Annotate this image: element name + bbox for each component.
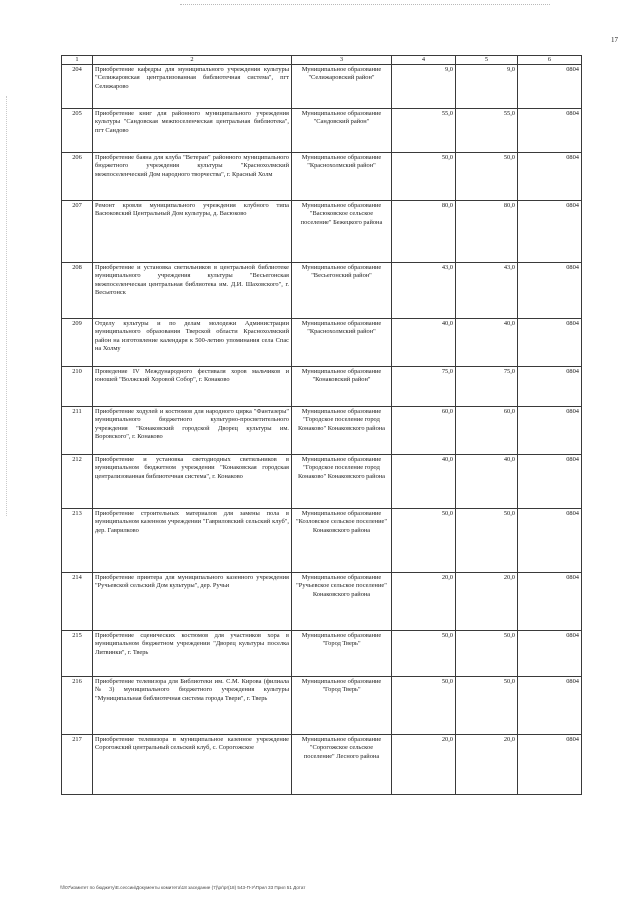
header-cell: 4 — [392, 56, 456, 65]
row-number: 214 — [62, 573, 93, 631]
row-number: 216 — [62, 677, 93, 735]
header-cell: 2 — [93, 56, 292, 65]
table-row — [62, 407, 582, 455]
row-number: 217 — [62, 735, 93, 795]
table-row — [62, 455, 582, 509]
row-amount-col4: 40,0 — [392, 455, 456, 509]
row-amount-col5: 55,0 — [456, 109, 518, 153]
row-number: 213 — [62, 509, 93, 573]
row-description: Приобретение сценических костюмов для участников хора в муниципальном бюджетном учреждении "Дворец культуры поселка Литвинки", г. Тверь — [93, 631, 292, 677]
row-code: 0804 — [518, 407, 582, 455]
row-code: 0804 — [518, 631, 582, 677]
row-amount-col5: 40,0 — [456, 455, 518, 509]
row-amount-col5: 50,0 — [456, 631, 518, 677]
row-amount-col5: 50,0 — [456, 509, 518, 573]
table-row — [62, 631, 582, 677]
table-row — [62, 367, 582, 407]
row-code: 0804 — [518, 319, 582, 367]
table-row — [62, 509, 582, 573]
row-amount-col4: 50,0 — [392, 631, 456, 677]
row-amount-col4: 20,0 — [392, 573, 456, 631]
row-code: 0804 — [518, 201, 582, 263]
row-amount-col5: 60,0 — [456, 407, 518, 455]
row-description: Приобретение баяна для клуба "Ветеран" районного муниципального бюджетного учреждения культуры "Краснохолмский межпоселенческий Дом народного творчества", г. Красный Холм — [93, 153, 292, 201]
row-amount-col5: 43,0 — [456, 263, 518, 319]
table-row — [62, 677, 582, 735]
row-number: 211 — [62, 407, 93, 455]
row-description: Приобретение и установка светодиодных светильников в муниципальном бюджетном учреждении "Конаковская городская централизованная библиотечная система", г. Конаково — [93, 455, 292, 509]
row-description: Приобретение телевизора в муниципальное казенное учреждение Сорогожский центральный сельский клуб, с. Сорогожское — [93, 735, 292, 795]
table-row — [62, 201, 582, 263]
row-code: 0804 — [518, 735, 582, 795]
row-description: Отделу культуры и по делам молодежи Администрации муниципального образования Тверской области Краснохолмский район на изготовление календаря к 500-летию упоминания села Спас на Холму — [93, 319, 292, 367]
row-recipient: Муниципальное образование "Весьегонский район" — [292, 263, 392, 319]
row-code: 0804 — [518, 509, 582, 573]
row-code: 0804 — [518, 263, 582, 319]
row-amount-col4: 43,0 — [392, 263, 456, 319]
row-code: 0804 — [518, 367, 582, 407]
row-description: Проведение IV Международного фестиваля хоров мальчиков и юношей "Волжский Хоровой Собор", г. Конаково — [93, 367, 292, 407]
row-description: Приобретение телевизора для Библиотеки им. С.М. Кирова (филиала №3) муниципального бюджетного учреждения культуры "Муниципальная библиотечная система города Твери", г. Тверь — [93, 677, 292, 735]
row-recipient: Муниципальное образование "Ручьевское сельское поселение" Конаковского района — [292, 573, 392, 631]
row-description: Приобретение строительных материалов для замены пола в муниципальном казенном учреждении "Гавриловский сельский клуб", дер. Гаврилково — [93, 509, 292, 573]
row-amount-col5: 9,0 — [456, 65, 518, 109]
row-number: 204 — [62, 65, 93, 109]
header-cell: 3 — [292, 56, 392, 65]
header-cell: 6 — [518, 56, 582, 65]
table-row — [62, 735, 582, 795]
row-amount-col5: 80,0 — [456, 201, 518, 263]
row-amount-col5: 75,0 — [456, 367, 518, 407]
row-description: Приобретение принтера для муниципального казенного учреждения "Ручьевской сельский Дом культуры", дер. Ручьи — [93, 573, 292, 631]
header-cell: 5 — [456, 56, 518, 65]
row-amount-col5: 50,0 — [456, 677, 518, 735]
row-recipient: Муниципальное образование "Сорогожское сельское поселение" Лесного района — [292, 735, 392, 795]
row-recipient: Муниципальное образование "Городское поселение город Конаково" Конаковского района — [292, 407, 392, 455]
row-number: 206 — [62, 153, 93, 201]
row-amount-col4: 60,0 — [392, 407, 456, 455]
row-code: 0804 — [518, 573, 582, 631]
row-amount-col4: 50,0 — [392, 509, 456, 573]
row-description: Приобретение книг для районного муниципального учреждения культуры "Сандовская межпоселенческая центральная библиотека", пгт Сандово — [93, 109, 292, 153]
row-recipient: Муниципальное образование "Краснохолмский район" — [292, 153, 392, 201]
row-number: 205 — [62, 109, 93, 153]
row-recipient: Муниципальное образование "Конаковский район" — [292, 367, 392, 407]
row-description: Приобретение кафедры для муниципального учреждения культуры "Селижаровская централизованная библиотечная система", пгт Селижарово — [93, 65, 292, 109]
page-number: 17 — [611, 36, 618, 44]
row-recipient: Муниципальное образование "Городское поселение город Конаково" Конаковского района — [292, 455, 392, 509]
row-amount-col5: 20,0 — [456, 573, 518, 631]
row-number: 210 — [62, 367, 93, 407]
row-description: Ремонт кровли муниципального учреждения клубного типа Васюковский Центральный Дом культуры, д. Васюково — [93, 201, 292, 263]
row-amount-col4: 40,0 — [392, 319, 456, 367]
row-code: 0804 — [518, 455, 582, 509]
budget-allocation-table — [61, 55, 582, 795]
table-row — [62, 65, 582, 109]
row-amount-col4: 50,0 — [392, 153, 456, 201]
row-amount-col4: 50,0 — [392, 677, 456, 735]
row-recipient: Муниципальное образование "Васюковское сельское поселение" Бежецкого района — [292, 201, 392, 263]
scan-margin-marks — [6, 96, 8, 516]
row-amount-col4: 75,0 — [392, 367, 456, 407]
scan-top-line — [180, 4, 550, 6]
row-number: 209 — [62, 319, 93, 367]
row-recipient: Муниципальное образование "Город Тверь" — [292, 677, 392, 735]
row-number: 207 — [62, 201, 93, 263]
row-recipient: Муниципальное образование "Селижаровский район" — [292, 65, 392, 109]
row-number: 215 — [62, 631, 93, 677]
table-row — [62, 573, 582, 631]
row-amount-col4: 9,0 — [392, 65, 456, 109]
row-code: 0804 — [518, 153, 582, 201]
file-path-footer: \\f\07\комитет по бюджету\Е.сессии\Документы комитета\18 заседание (7)\pr\pr(18) 543-П-У\Прил 33 Прил 51 Дотат — [60, 885, 306, 890]
row-amount-col4: 20,0 — [392, 735, 456, 795]
row-amount-col4: 80,0 — [392, 201, 456, 263]
row-description: Приобретение и установка светильников в центральной библиотеке муниципального учреждения культуры "Весьегонская межпоселенческая центральная библиотека им. Д.И. Шаховского", г. Весьегонск — [93, 263, 292, 319]
table-row — [62, 319, 582, 367]
table-row — [62, 109, 582, 153]
row-number: 212 — [62, 455, 93, 509]
row-code: 0804 — [518, 65, 582, 109]
row-code: 0804 — [518, 109, 582, 153]
row-amount-col4: 55,0 — [392, 109, 456, 153]
row-recipient: Муниципальное образование "Сандовский район" — [292, 109, 392, 153]
header-cell: 1 — [62, 56, 93, 65]
row-number: 208 — [62, 263, 93, 319]
row-description: Приобретение ходулей и костюмов для народного цирка "Фантазеры" муниципального бюджетного культурно-просветительного учреждения "Конаковский городской Дворец культуры им. Воровского", г. Конаково — [93, 407, 292, 455]
row-recipient: Муниципальное образование "Козловское сельское поселение" Конаковского района — [292, 509, 392, 573]
row-amount-col5: 50,0 — [456, 153, 518, 201]
table-row — [62, 153, 582, 201]
row-recipient: Муниципальное образование "Город Тверь" — [292, 631, 392, 677]
row-amount-col5: 40,0 — [456, 319, 518, 367]
row-amount-col5: 20,0 — [456, 735, 518, 795]
table-row — [62, 263, 582, 319]
row-recipient: Муниципальное образование "Краснохолмский район" — [292, 319, 392, 367]
table-header-row — [62, 56, 582, 65]
row-code: 0804 — [518, 677, 582, 735]
